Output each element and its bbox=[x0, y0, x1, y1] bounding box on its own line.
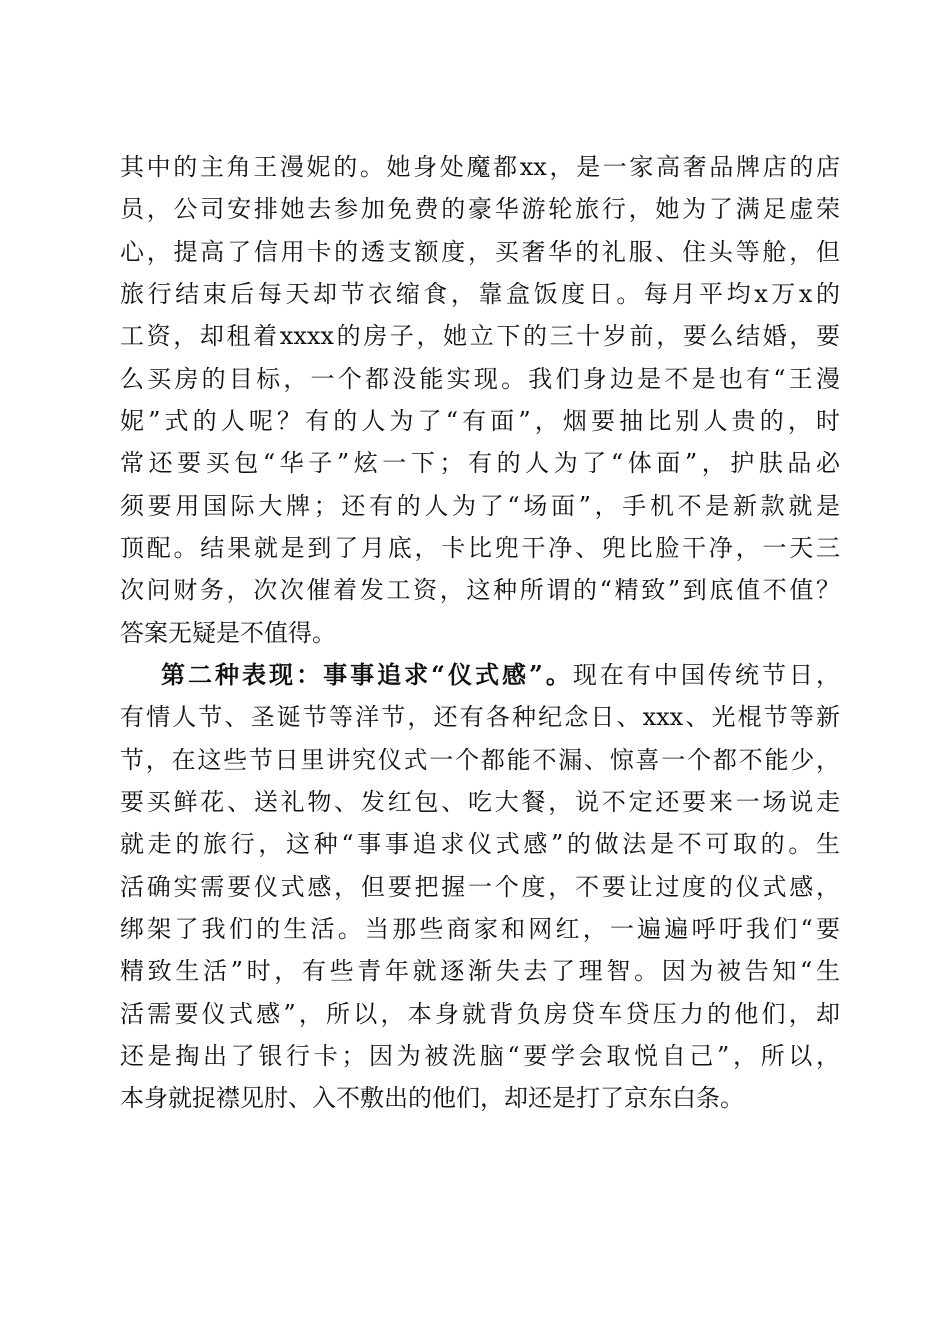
paragraph-first-line bbox=[120, 654, 840, 696]
text-line: 次问财务，次次催着发工资，这种所谓的“精致”到底值不值？ bbox=[120, 576, 840, 605]
text-line: 顶配。结果就是到了月底，卡比兜干净、兜比脸干净，一天三 bbox=[120, 534, 840, 563]
paragraph-1 bbox=[120, 146, 840, 654]
text-line: 就走的旅行，这种“事事追求仪式感”的做法是不可取的。生 bbox=[120, 830, 840, 859]
text-line: 么买房的目标，一个都没能实现。我们身边是不是也有“王漫 bbox=[120, 364, 840, 393]
text-line: 妮”式的人呢？有的人为了“有面”，烟要抽比别人贵的，时 bbox=[120, 407, 840, 436]
text-line: 有情人节、圣诞节等洋节，还有各种纪念日、xxx、光棍节等新 bbox=[120, 703, 840, 732]
text-line: 心，提高了信用卡的透支额度，买奢华的礼服、住头等舱，但 bbox=[120, 237, 840, 266]
paragraph-heading: 第二种表现：事事追求“仪式感”。 bbox=[161, 660, 573, 689]
text-line: 本身就捉襟见肘、入不敷出的他们，却还是打了京东白条。 bbox=[120, 1084, 744, 1113]
text-line: 须要用国际大牌；还有的人为了“场面”，手机不是新款就是 bbox=[120, 491, 840, 520]
text-line: 答案无疑是不值得。 bbox=[120, 618, 336, 647]
text-line: 精致生活”时，有些青年就逐渐失去了理智。因为被告知“生 bbox=[120, 957, 840, 986]
text-line: 活需要仪式感”，所以，本身就背负房贷车贷压力的他们，却 bbox=[120, 999, 840, 1028]
heading-continuation: 现在有中国传统节日， bbox=[572, 661, 840, 689]
text-line: 还是掏出了银行卡；因为被洗脑“要学会取悦自己”，所以， bbox=[120, 1042, 840, 1071]
paragraph-2 bbox=[120, 654, 840, 1120]
text-line: 工资，却租着xxxx的房子，她立下的三十岁前，要么结婚，要 bbox=[120, 322, 840, 351]
text-line: 绑架了我们的生活。当那些商家和网红，一遍遍呼吁我们“要 bbox=[120, 915, 840, 944]
text-line: 节，在这些节日里讲究仪式一个都能不漏、惊喜一个都不能少， bbox=[120, 745, 840, 774]
text-line: 员，公司安排她去参加免费的豪华游轮旅行，她为了满足虚荣 bbox=[120, 195, 840, 224]
text-line: 其中的主角王漫妮的。她身处魔都xx，是一家高奢品牌店的店 bbox=[120, 153, 840, 181]
text-line: 要买鲜花、送礼物、发红包、吃大餐，说不定还要来一场说走 bbox=[120, 788, 840, 817]
text-line: 旅行结束后每天却节衣缩食，靠盒饭度日。每月平均x万x的 bbox=[120, 280, 840, 309]
text-line: 活确实需要仪式感，但要把握一个度，不要让过度的仪式感， bbox=[120, 872, 840, 901]
text-line: 常还要买包“华子”炫一下；有的人为了“体面”，护肤品必 bbox=[120, 449, 840, 478]
